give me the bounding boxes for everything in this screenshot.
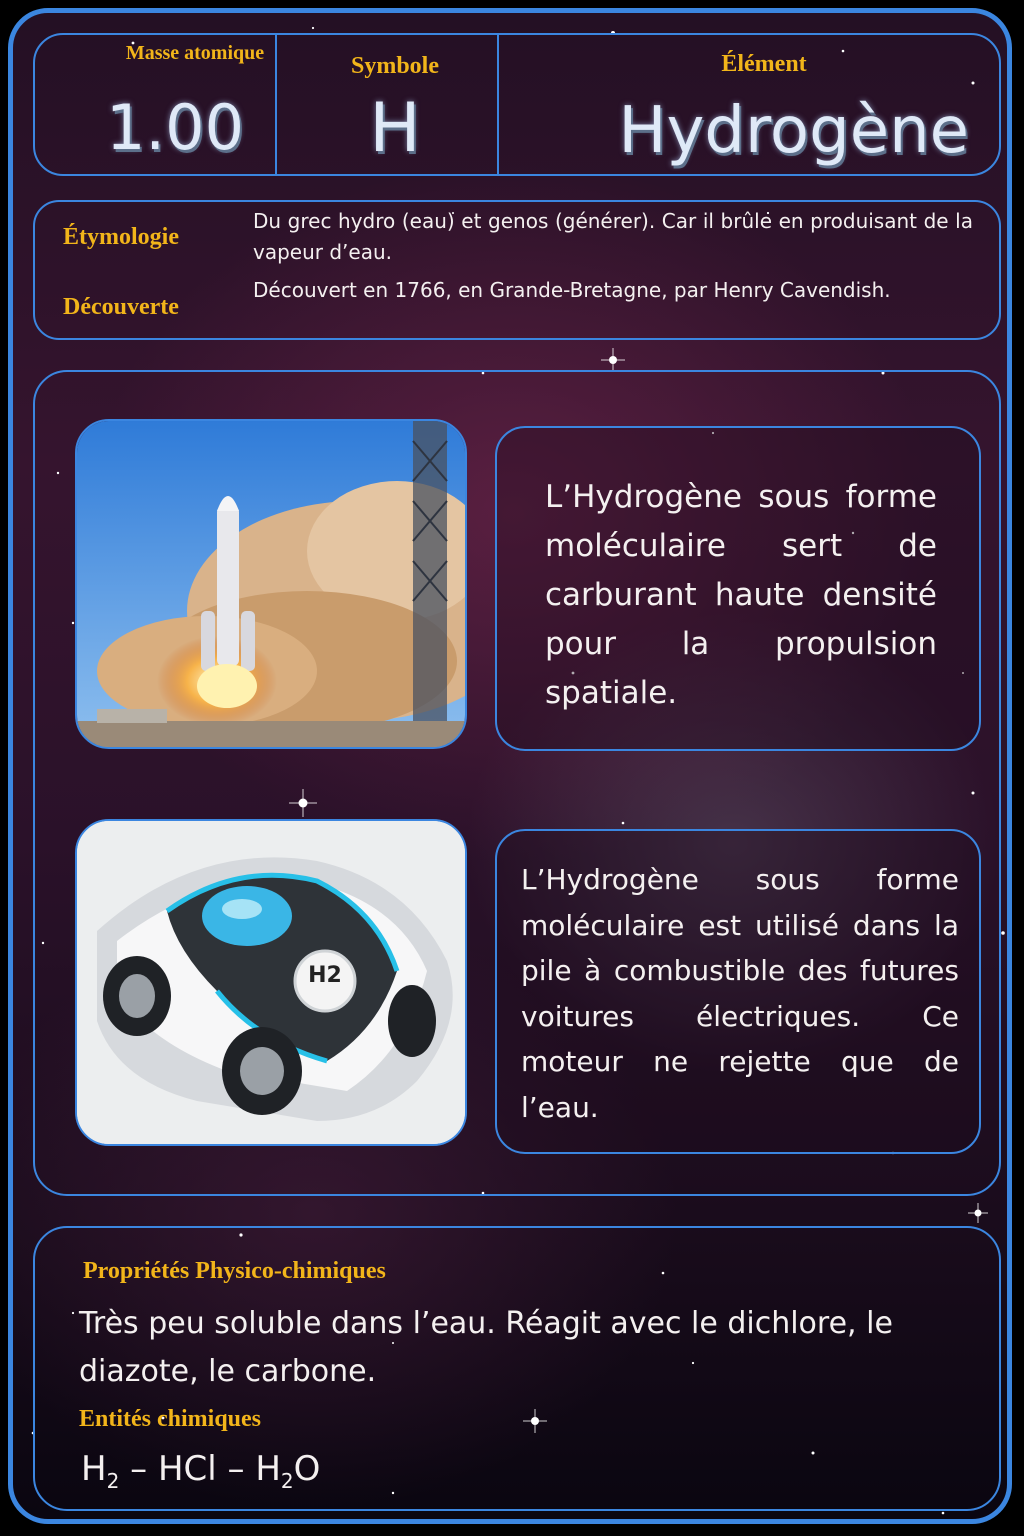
header-panel <box>33 33 1001 176</box>
symbol-label: Symbole <box>350 53 439 79</box>
properties-text: Très peu soluble dans l’eau. Réagit avec le dichlore, le diazote, le carbone. <box>79 1306 893 1389</box>
rocket-launch-illustration <box>77 421 467 749</box>
car-use-text: L’Hydrogène sous forme moléculaire est utilisé dans la pile à combustible des futures voitures électriques. Ce moteur ne rejette que de l’eau. <box>521 863 959 1124</box>
hydrogen-car-photo <box>75 819 467 1146</box>
element-label: Élément <box>721 51 807 77</box>
rocket-use-text: L’Hydrogène sous forme moléculaire sert de carburant haute densité pour la propulsion spatiale. <box>545 479 937 711</box>
chemical-entities-formula: $H_2$ – HCl – $H_2O$ <box>81 1449 321 1493</box>
symbol-value: H <box>369 89 421 168</box>
header-divider <box>275 35 277 174</box>
properties-panel <box>33 1226 1001 1511</box>
atomic-mass-label: Masse atomique <box>125 42 265 64</box>
formula-h2o: $H_2O$ <box>255 1449 321 1493</box>
hydrogen-car-illustration <box>77 821 467 1146</box>
info-panel <box>33 200 1001 340</box>
chemical-entities-title: Entités chimiques <box>79 1406 262 1432</box>
element-name: Hydrogène <box>618 94 969 168</box>
uses-panel <box>33 370 1001 1196</box>
rocket-use-textbox <box>495 426 981 751</box>
car-use-textbox <box>495 829 981 1154</box>
atomic-mass-value: 1.00 <box>105 91 245 164</box>
discovery-text: Découvert en 1766, en Grande-Bretagne, par Henry Cavendish. <box>253 278 891 302</box>
etymology-label: Étymologie <box>63 224 179 250</box>
formula-hcl: HCl <box>157 1449 217 1489</box>
discovery-label: Découverte <box>63 294 179 320</box>
properties-title: Propriétés Physico-chimiques <box>83 1258 386 1284</box>
h2-badge-text: H2 <box>308 963 342 988</box>
etymology-text: Du grec hydro (eau) et genos (générer). Car il brûle en produisant de la vapeur d’eau. <box>253 209 973 264</box>
element-card <box>8 8 1012 1524</box>
rocket-launch-photo <box>75 419 467 749</box>
formula-h2: $H_2$ <box>81 1449 120 1493</box>
